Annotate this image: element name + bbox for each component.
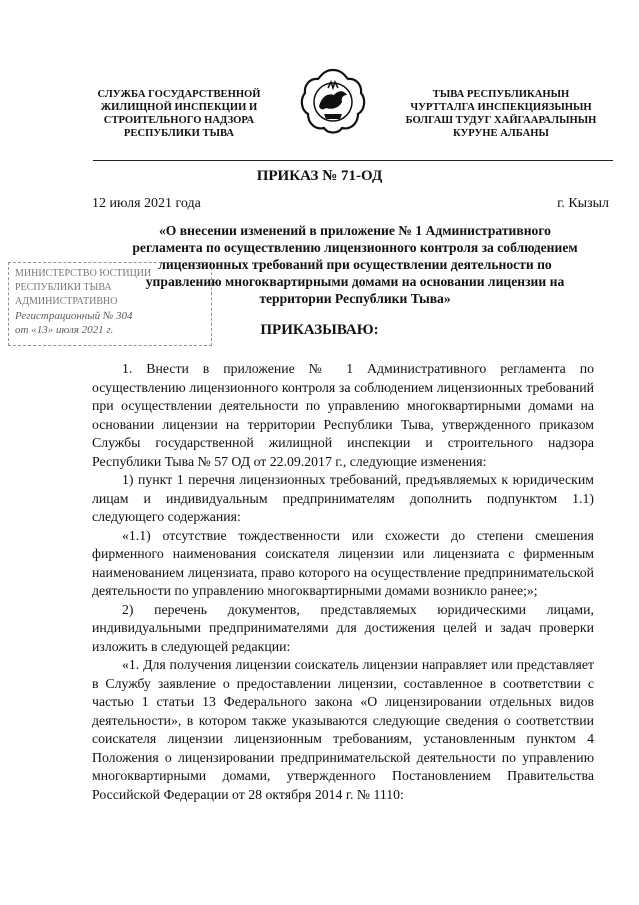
agency-name-russian bbox=[84, 88, 274, 140]
order-city: г. Кызыл bbox=[557, 196, 609, 211]
body-paragraph: 1. Внести в приложение № 1 Административного регламента по осуществлению лицензионного контроля за соблюдением лицензионных требований при осуществлении деятельности по управлению многоквартирными домами на основании лицензии на территории Республики Тыва, утвержденного приказом Службы государственной жилищной инспекции и строительного надзора Республики Тыва № 57 ОД от 22.09.2017 г., следующие изменения: bbox=[92, 361, 594, 469]
agency-line: ЖИЛИЩНОЙ ИНСПЕКЦИИ И bbox=[100, 102, 258, 113]
agency-line: СЛУЖБА ГОСУДАРСТВЕННОЙ bbox=[97, 89, 261, 100]
subject-line: регламента по осуществлению лицензионного контроля за соблюдением bbox=[132, 240, 578, 255]
stamp-line: РЕСПУБЛИКИ ТЫВА bbox=[15, 282, 112, 293]
document-body bbox=[92, 360, 594, 804]
agency-name-tuvan bbox=[386, 88, 616, 140]
order-date: 12 июля 2021 года bbox=[92, 196, 201, 211]
body-paragraph: 1) пункт 1 перечня лицензионных требований, предъявляемых к юридическим лицам и индивидуальным предпринимателям дополнить подпунктом 1.1) следующего содержания: bbox=[92, 472, 594, 524]
body-paragraph: 2) перечень документов, представляемых юридическими лицами, индивидуальными предпринимателями для достижения целей и задач проверки изложить в следующей редакции: bbox=[92, 601, 594, 654]
agency-line: СТРОИТЕЛЬНОГО НАДЗОРА bbox=[103, 115, 255, 126]
agency-line: ЧУРТТАЛГА ИНСПЕКЦИЯЗЫНЫН bbox=[410, 102, 592, 113]
subject-line: лицензионных требований при осуществлении деятельности по bbox=[158, 257, 552, 272]
body-paragraph: «1.1) отсутствие тождественности или схожести до степени смешения фирменного наименования соискателя лицензии или лицензиата с фирменным наименованием лицензиата, право которого на осуществление предпринимательской деятельности по управлению многоквартирными домами возникло ранее;»; bbox=[92, 527, 594, 598]
stamp-line: МИНИСТЕРСТВО ЮСТИЦИИ bbox=[15, 268, 152, 279]
decree-word: ПРИКАЗЫВАЮ: bbox=[260, 322, 379, 338]
agency-line: ТЫВА РЕСПУБЛИКАНЫН bbox=[432, 89, 570, 100]
subject-line: управлению многоквартирными домами на основании лицензии на bbox=[145, 274, 565, 289]
agency-line: БОЛГАШ ТУДУГ ХАЙГААРАЛЫНЫН bbox=[405, 115, 597, 126]
subject-line: «О внесении изменений в приложение № 1 Административного bbox=[159, 223, 551, 238]
agency-line: РЕСПУБЛИКИ ТЫВА bbox=[123, 128, 235, 139]
stamp-registration-number: Регистрационный № 304 bbox=[15, 310, 133, 322]
header-divider bbox=[93, 160, 613, 161]
stamp-registration-date: от «13» июля 2021 г. bbox=[15, 324, 114, 336]
stamp-line: АДМИНИСТРАТИВНО bbox=[15, 296, 118, 307]
tuva-emblem-icon bbox=[298, 66, 368, 138]
agency-line: КУРУНЕ АЛБАНЫ bbox=[453, 128, 549, 139]
order-title: ПРИКАЗ № 71-ОД bbox=[256, 168, 383, 184]
body-paragraph: «1. Для получения лицензии соискатель лицензии направляет или представляет в Службу заявление о предоставлении лицензии, составленное в соответствии с частью 1 статьи 13 Федерального закона «О лицензировании отдельных видов деятельности», в котором также указываются следующие сведения о соответствии соискателя лицензии лицензионным требованиям, установленным пунктом 4 Положения о лицензировании предпринимательской деятельности по управлению многоквартирными домами, утвержденного Постановлением Правительства Российской Федерации от 28 октября 2014 г. № 1110: bbox=[92, 657, 594, 802]
subject-line: территории Республики Тыва» bbox=[259, 291, 451, 306]
